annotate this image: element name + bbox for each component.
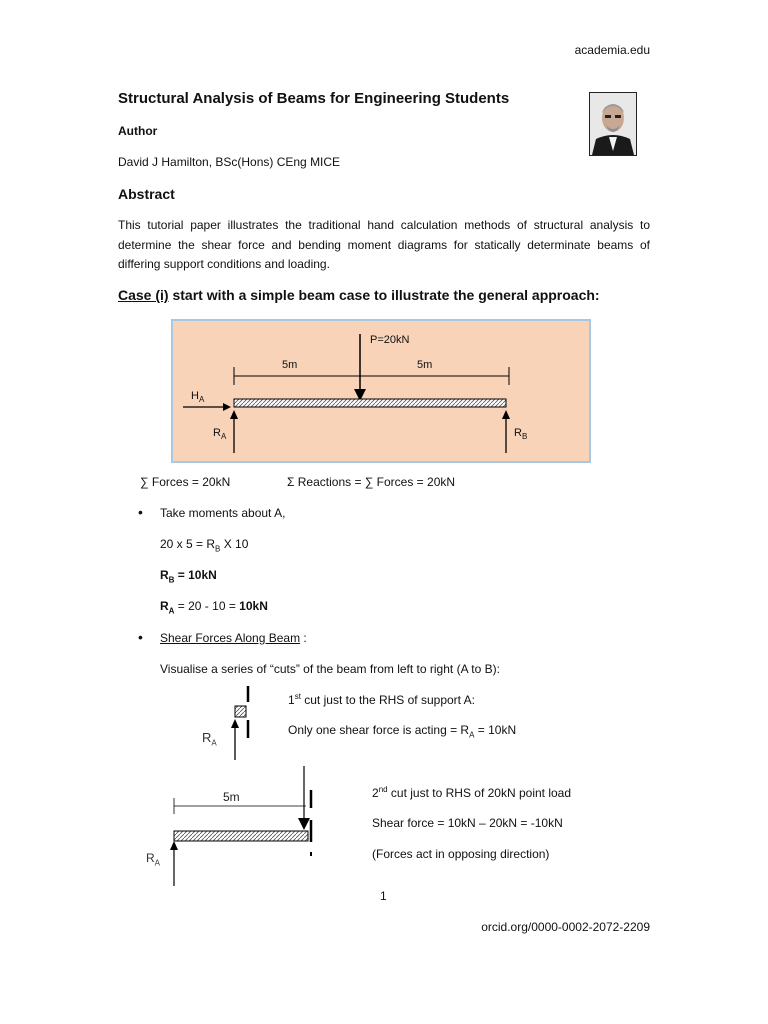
cut1-diagram xyxy=(196,684,266,764)
orcid-link[interactable]: orcid.org/0000-0002-2072-2209 xyxy=(481,920,650,934)
cut2-beam xyxy=(174,831,308,841)
bullet-icon: • xyxy=(138,629,143,645)
paper-title: Structural Analysis of Beams for Engineering Students xyxy=(118,90,510,107)
equation-moment: 20 x $5 = R_B$ X 10 xyxy=(160,537,249,554)
bullet-icon: • xyxy=(138,504,143,520)
span-right-label: 5m xyxy=(417,359,433,371)
equation-rb: $R_B = 10kN$ xyxy=(160,568,217,585)
cut2-ra-label: $R_A$ xyxy=(146,851,161,868)
author-portrait-icon xyxy=(590,93,636,155)
author-label: Author xyxy=(118,124,158,138)
beam-diagram xyxy=(171,319,591,463)
cut2-svg xyxy=(140,762,330,890)
cut2-line1: 2nd cut just to RHS of 20kN point load xyxy=(372,785,572,800)
rb-label: $R_B$ xyxy=(514,427,528,442)
cut1-line1: 1st cut just to the RHS of support A: xyxy=(288,692,476,707)
page-number: 1 xyxy=(380,889,387,903)
case-heading xyxy=(118,287,600,303)
cut2-load-arrowhead xyxy=(298,818,310,830)
span-left-label: 5m xyxy=(282,359,298,371)
author-photo xyxy=(589,92,637,156)
site-header: academia.edu xyxy=(574,43,650,57)
visualise-text: Visualise a series of “cuts” of the beam from left to right (A to B): xyxy=(160,662,500,676)
cut1-line2: Only one shear force is acting = $R_A = 10kN$ xyxy=(288,723,517,740)
cut1-ra-label: $R_A$ xyxy=(202,730,217,748)
cut2-ra-arrowhead xyxy=(170,841,178,850)
cut2-line3: (Forces act in opposing direction) xyxy=(372,847,550,861)
case-label: Case (i) xyxy=(118,287,169,303)
abstract-heading: Abstract xyxy=(118,186,175,202)
reactions-sum: Σ Reactions = ∑ Forces = 20kN xyxy=(287,475,456,489)
forces-sum: ∑ Forces = 20kN xyxy=(140,475,231,489)
abstract-text: This tutorial paper illustrates the traditional hand calculation methods of structural analysis to determine the shear force and bending moment diagrams for statically determinate beams of differing support conditions and loading. xyxy=(118,218,650,271)
cut1-ra-arrowhead xyxy=(231,719,239,728)
cut1-svg xyxy=(196,684,266,764)
cut2-line2: Shear force = 10kN – 20kN = -10kN xyxy=(372,816,563,830)
load-label: P=20kN xyxy=(370,334,410,346)
shear-heading: Shear Forces Along Beam : xyxy=(160,631,307,645)
case-text: start with a simple beam case to illustrate the general approach: xyxy=(168,287,600,303)
take-moments: Take moments about A, xyxy=(160,506,286,520)
ha-label: $H_A$ xyxy=(191,390,205,405)
cut2-diagram xyxy=(140,762,330,890)
author-name: David J Hamilton, BSc(Hons) CEng MICE xyxy=(118,155,341,169)
cut2-span-label: 5m xyxy=(223,790,240,804)
cut1-beam xyxy=(235,706,246,717)
beam xyxy=(234,399,506,407)
ra-label: $R_A$ xyxy=(213,427,227,442)
equation-ra: $R_A = 20 - 10 = 10kN$ xyxy=(160,599,268,616)
